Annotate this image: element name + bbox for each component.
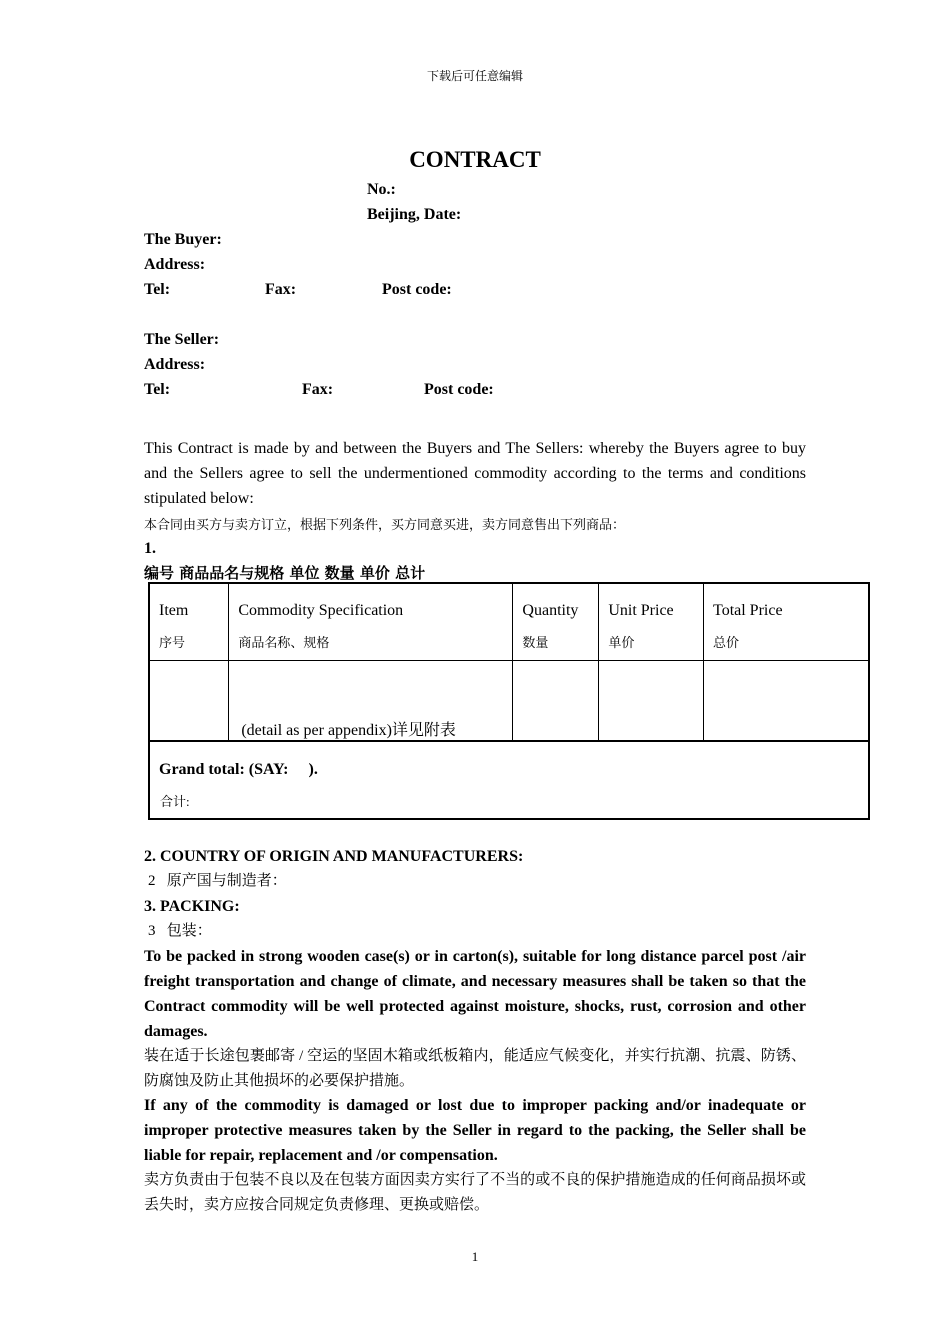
- liability-paragraph-cn: 卖方负责由于包装不良以及在包装方面因卖方实行了不当的或不良的保护措施造成的任何商品损坏或丢失时，卖方应按合同规定负责修理、更换或赔偿。: [144, 1172, 806, 1213]
- packing-paragraph-cn: 装在适于长途包裹邮寄 / 空运的坚固木箱或纸板箱内，能适应气候变化，并实行抗潮、抗震、防锈、防腐蚀及防止其他损坏的必要保护措施。: [144, 1048, 806, 1089]
- cell-commodity: [229, 661, 513, 742]
- seller-fax-label: Fax:: [302, 381, 334, 398]
- buyer-address-label: Address:: [144, 256, 206, 273]
- header-commodity-en: Commodity Specification: [238, 602, 404, 619]
- cell-item: [149, 661, 229, 742]
- contract-no-label: No.:: [367, 181, 396, 198]
- header-total-price-cn: 总价: [713, 635, 740, 650]
- header-cell-quantity: [513, 583, 599, 661]
- grand-total-en: Grand total: (SAY: ).: [159, 761, 318, 778]
- buyer-tel-label: Tel:: [144, 281, 171, 298]
- cell-unit-price: [599, 661, 704, 742]
- place-date-label: Beijing, Date:: [367, 206, 462, 223]
- cell-total-price: [704, 661, 869, 742]
- grand-total-cell: [149, 741, 869, 819]
- table-row: [149, 661, 869, 742]
- intro-paragraph-en: This Contract is made by and between the Buyers and The Sellers: whereby the Buyers agree to buy and the Sellers agree to sell the undermentioned commodity according to the terms and conditions stipulated below:: [144, 440, 806, 507]
- header-item-cn: 序号: [159, 635, 186, 650]
- grand-total-cn: 合计:: [160, 794, 190, 809]
- header-cell-unit-price: [599, 583, 704, 661]
- header-cell-item: [149, 583, 229, 661]
- commodity-table: [148, 582, 870, 820]
- cell-quantity: [513, 661, 599, 742]
- header-total-price-en: Total Price: [713, 602, 783, 619]
- section-3-heading-en: 3. PACKING:: [144, 898, 240, 915]
- buyer-label: The Buyer:: [144, 231, 222, 248]
- contract-title: CONTRACT: [409, 147, 541, 172]
- header-commodity-cn: 商品名称、规格: [238, 635, 330, 650]
- page-number: 1: [471, 1249, 479, 1264]
- liability-paragraph-en: If any of the commodity is damaged or lost due to improper packing and/or inadequate or improper protective measures taken by the Seller in regard to the packing, the Seller shall be liable for repair, replacement and /or compensation.: [144, 1097, 806, 1164]
- header-item-en: Item: [159, 602, 189, 619]
- table-header-row: [149, 583, 869, 661]
- intro-paragraph-cn: 本合同由买方与卖方订立，根据下列条件，买方同意买进，卖方同意售出下列商品：: [144, 517, 626, 532]
- section-2-heading-en: 2. COUNTRY OF ORIGIN AND MANUFACTURERS:: [144, 848, 524, 865]
- seller-postcode-label: Post code:: [424, 381, 494, 398]
- header-quantity-cn: 数量: [522, 635, 549, 650]
- header-quantity-en: Quantity: [522, 602, 579, 619]
- section-1-number: 1.: [144, 540, 156, 557]
- section-2-heading-cn: 2 原产国与制造者：: [148, 873, 287, 889]
- packing-paragraph-en: To be packed in strong wooden case(s) or in carton(s), suitable for long distance parcel post /air freight transportation and change of climate, and necessary measures shall be taken so that the Contract commodity will be well protected against moisture, shocks, rust, corrosion and other damages.: [144, 948, 806, 1040]
- buyer-postcode-label: Post code:: [382, 281, 452, 298]
- detail-note: (detail as per appendix)详见附表: [241, 722, 456, 739]
- grand-total-row: [149, 741, 869, 819]
- header-cell-commodity: [229, 583, 513, 661]
- section-3-heading-cn: 3 包装：: [148, 923, 212, 939]
- header-cell-total-price: [704, 583, 869, 661]
- seller-tel-label: Tel:: [144, 381, 171, 398]
- seller-address-label: Address:: [144, 356, 206, 373]
- header-note: 下载后可任意编辑: [426, 69, 523, 83]
- header-unit-price-cn: 单价: [608, 635, 635, 650]
- header-unit-price-en: Unit Price: [608, 602, 674, 619]
- section-1-heading-cn: 编号 商品品名与规格 单位 数量 单价 总计: [144, 564, 426, 582]
- seller-label: The Seller:: [144, 331, 220, 348]
- buyer-fax-label: Fax:: [265, 281, 297, 298]
